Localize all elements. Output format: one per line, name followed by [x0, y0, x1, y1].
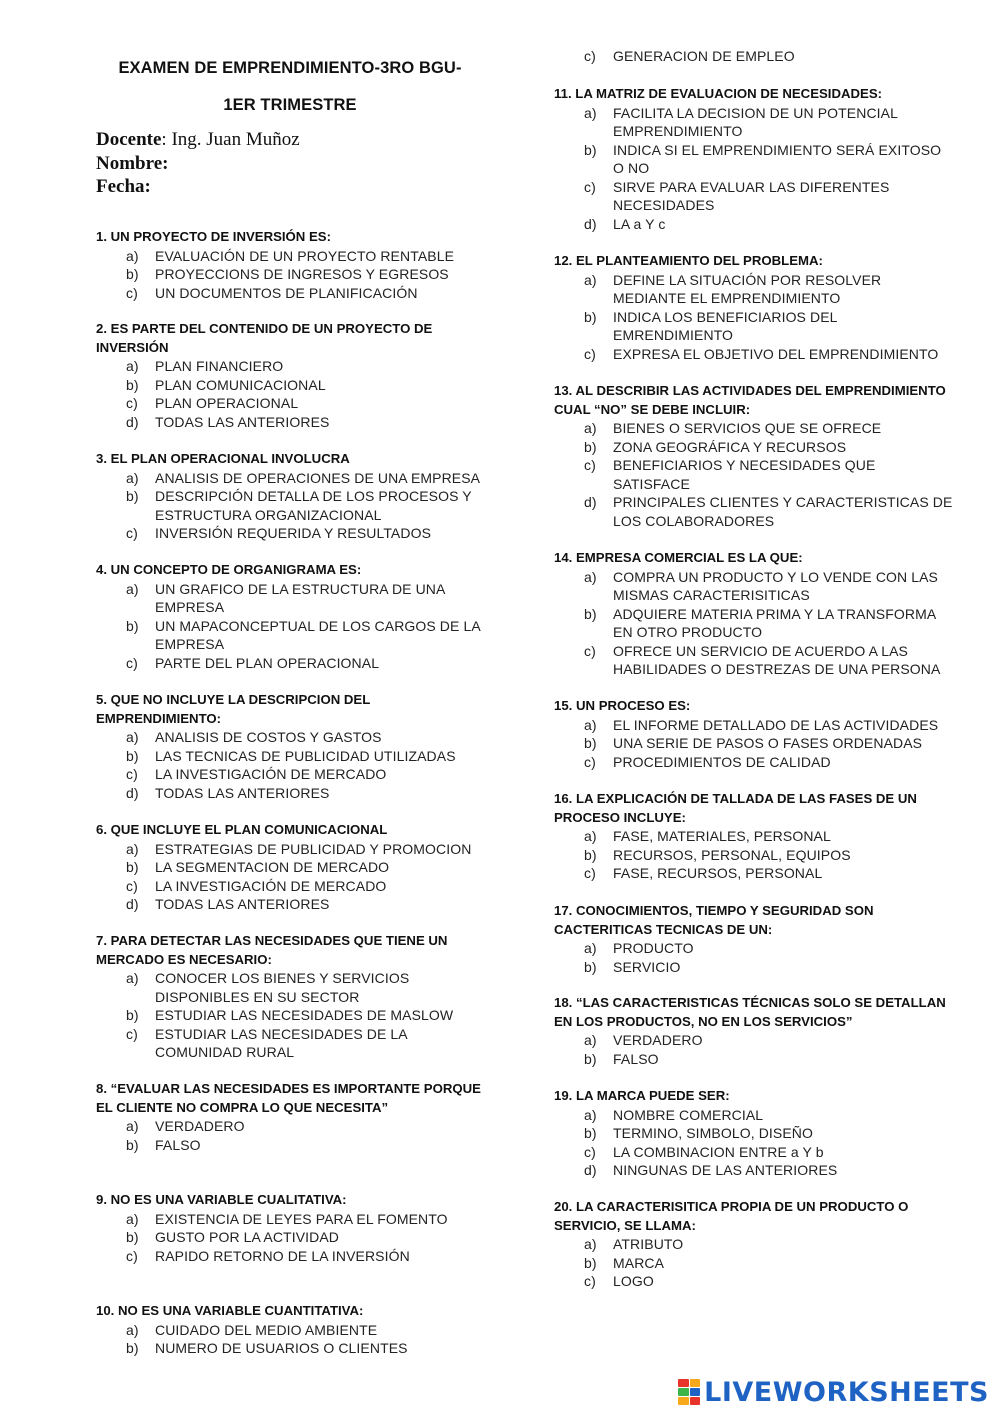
option-item[interactable] — [96, 895, 496, 914]
option-item[interactable] — [554, 1272, 954, 1291]
option-text: TODAS LAS ANTERIORES — [155, 413, 330, 430]
option-text: FASE, RECURSOS, PERSONAL — [613, 865, 823, 881]
option-item[interactable] — [96, 1006, 496, 1025]
option-item[interactable] — [96, 1321, 496, 1340]
option-letter: d) — [126, 413, 139, 430]
option-letter: b) — [126, 376, 139, 393]
option-letter: c) — [126, 284, 138, 301]
question-12 — [554, 252, 954, 363]
question-18 — [554, 994, 954, 1068]
option-letter: c) — [584, 753, 596, 770]
question-10 — [96, 1302, 496, 1358]
option-letter: b) — [584, 1050, 597, 1067]
options-list — [96, 1321, 496, 1358]
question-19 — [554, 1087, 954, 1180]
option-item[interactable] — [554, 141, 954, 178]
option-text: MARCA — [613, 1254, 665, 1271]
option-item[interactable] — [96, 265, 496, 284]
option-text: ADQUIERE MATERIA PRIMA Y LA TRANSFORMA EN OTRO PRODUCTO — [613, 605, 936, 640]
question-text: 7. PARA DETECTAR LAS NECESIDADES QUE TIENE UN MERCADO ES NECESARIO: — [96, 933, 448, 967]
option-text: LAS TECNICAS DE PUBLICIDAD UTILIZADAS — [155, 747, 456, 764]
options-list — [96, 1117, 496, 1154]
option-letter: b) — [126, 1136, 139, 1153]
option-item[interactable] — [96, 654, 496, 673]
options-list — [554, 1031, 954, 1068]
option-letter: c) — [584, 178, 596, 195]
option-text: TERMINO, SIMBOLO, DISEÑO — [613, 1125, 813, 1141]
question-15 — [554, 697, 954, 771]
option-text: LA a Y c — [613, 215, 666, 232]
option-text: NUMERO DE USUARIOS O CLIENTES — [155, 1340, 408, 1356]
option-item[interactable] — [96, 858, 496, 877]
student-info — [96, 128, 300, 199]
option-letter: a) — [584, 568, 597, 585]
question-5 — [96, 691, 496, 802]
question-text: 1. UN PROYECTO DE INVERSIÓN ES: — [96, 229, 331, 244]
option-text: FACILITA LA DECISION DE UN POTENCIAL EMPRENDIMIENTO — [613, 104, 898, 139]
question-9 — [96, 1191, 496, 1265]
question-text: 13. AL DESCRIBIR LAS ACTIVIDADES DEL EMPRENDIMIENTO CUAL “NO” SE DEBE INCLUIR: — [554, 383, 946, 417]
exam-title — [90, 50, 490, 124]
option-letter: d) — [584, 215, 597, 232]
option-letter: b) — [126, 1229, 139, 1245]
option-item[interactable] — [96, 247, 496, 266]
question-6 — [96, 821, 496, 914]
question-20 — [554, 1198, 954, 1291]
option-letter: c) — [584, 1273, 596, 1289]
option-text: PLAN OPERACIONAL — [155, 395, 299, 411]
option-letter: c) — [584, 457, 596, 473]
option-item[interactable] — [96, 1117, 496, 1136]
option-letter: b) — [584, 958, 597, 975]
option-item[interactable] — [554, 1254, 954, 1273]
option-text: NOMBRE COMERCIAL — [613, 1106, 764, 1123]
option-text: PRODUCTO — [613, 940, 694, 956]
options-list — [96, 840, 496, 914]
option-item[interactable] — [554, 864, 954, 883]
question-13 — [554, 382, 954, 530]
docente-value: : Ing. Juan Muñoz — [161, 129, 300, 150]
question-7 — [96, 932, 496, 1062]
option-item[interactable] — [96, 580, 496, 617]
option-item[interactable] — [554, 716, 954, 735]
option-letter: a) — [584, 420, 597, 436]
option-text: EL INFORME DETALLADO DE LAS ACTIVIDADES — [613, 716, 939, 733]
option-item[interactable] — [554, 419, 954, 438]
option-item[interactable] — [96, 728, 496, 747]
option-text: DEFINE LA SITUACIÓN POR RESOLVER MEDIANTE EL EMPRENDIMIENTO — [613, 271, 882, 306]
question-text: 6. QUE INCLUYE EL PLAN COMUNICACIONAL — [96, 822, 388, 837]
question-text: 12. EL PLANTEAMIENTO DEL PROBLEMA: — [554, 253, 823, 268]
option-text: FASE, MATERIALES, PERSONAL — [613, 828, 831, 844]
question-text: 9. NO ES UNA VARIABLE CUALITATIVA: — [96, 1192, 347, 1207]
option-letter: a) — [126, 970, 139, 986]
option-letter: c) — [584, 345, 596, 362]
options-list — [554, 271, 954, 364]
option-item[interactable] — [554, 846, 954, 865]
option-letter: a) — [584, 104, 597, 121]
option-item[interactable] — [554, 827, 954, 846]
option-letter: a) — [584, 716, 597, 733]
nombre-label: Nombre: — [96, 152, 169, 174]
option-item[interactable] — [554, 345, 954, 364]
option-text: ESTUDIAR LAS NECESIDADES DE MASLOW — [155, 1007, 454, 1023]
options-list — [96, 1210, 496, 1266]
option-text: PROCEDIMIENTOS DE CALIDAD — [613, 753, 831, 770]
option-text: VERDADERO — [155, 1118, 245, 1134]
option-text: PRINCIPALES CLIENTES Y CARACTERISTICAS DE LOS COLABORADORES — [613, 494, 953, 529]
docente-label: Docente — [96, 129, 162, 150]
option-text: ANALISIS DE COSTOS Y GASTOS — [155, 729, 382, 745]
option-text: LA COMBINACION ENTRE a Y b — [613, 1143, 824, 1160]
option-letter: c) — [584, 48, 596, 64]
option-letter: c) — [126, 1247, 138, 1264]
option-item[interactable] — [554, 271, 954, 308]
option-text: RECURSOS, PERSONAL, EQUIPOS — [613, 846, 851, 863]
question-text: 15. UN PROCESO ES: — [554, 698, 691, 713]
option-letter: a) — [584, 1106, 597, 1123]
option-text: PARTE DEL PLAN OPERACIONAL — [155, 654, 380, 671]
option-text: UNA SERIE DE PASOS O FASES ORDENADAS — [613, 735, 923, 751]
option-item[interactable] — [554, 939, 954, 958]
option-item[interactable] — [96, 747, 496, 766]
option-letter: b) — [126, 859, 139, 875]
continued-options — [554, 47, 954, 66]
question-8 — [96, 1080, 496, 1154]
option-item[interactable] — [96, 376, 496, 395]
option-text: LA SEGMENTACION DE MERCADO — [155, 859, 390, 875]
question-text: 10. NO ES UNA VARIABLE CUANTITATIVA: — [96, 1303, 364, 1318]
option-text: OFRECE UN SERVICIO DE ACUERDO A LAS HABILIDADES O DESTREZAS DE UNA PERSONA — [613, 642, 941, 677]
option-text: EXPRESA EL OBJETIVO DEL EMPRENDIMIENTO — [613, 345, 939, 362]
option-text: FALSO — [155, 1136, 201, 1153]
option-text: LA INVESTIGACIÓN DE MERCADO — [155, 766, 387, 782]
option-item[interactable] — [554, 1161, 954, 1180]
option-text: BIENES O SERVICIOS QUE SE OFRECE — [613, 420, 882, 436]
option-letter: a) — [584, 271, 597, 288]
option-letter: a) — [126, 469, 139, 486]
question-16 — [554, 790, 954, 883]
option-text: RAPIDO RETORNO DE LA INVERSIÓN — [155, 1247, 410, 1264]
question-text: 5. QUE NO INCLUYE LA DESCRIPCION DEL EMPRENDIMIENTO: — [96, 692, 371, 726]
option-text: COMPRA UN PRODUCTO Y LO VENDE CON LAS MISMAS CARACTERISITICAS — [613, 568, 938, 603]
option-item — [554, 47, 954, 66]
option-text: UN MAPACONCEPTUAL DE LOS CARGOS DE LA EMPRESA — [155, 617, 480, 652]
options-list — [96, 247, 496, 303]
option-letter: a) — [126, 247, 139, 264]
option-item[interactable] — [554, 1106, 954, 1125]
options-list — [554, 419, 954, 530]
option-text: ATRIBUTO — [613, 1236, 684, 1252]
option-item[interactable] — [554, 438, 954, 457]
option-text: UN GRAFICO DE LA ESTRUCTURA DE UNA EMPRESA — [155, 580, 445, 615]
question-17 — [554, 902, 954, 976]
option-item[interactable] — [96, 357, 496, 376]
option-text: SIRVE PARA EVALUAR LAS DIFERENTES NECESIDADES — [613, 178, 890, 213]
option-letter: b) — [126, 266, 139, 282]
option-item[interactable] — [554, 1050, 954, 1069]
option-item[interactable] — [554, 1143, 954, 1162]
options-list — [96, 728, 496, 802]
option-text: ANALISIS DE OPERACIONES DE UNA EMPRESA — [155, 469, 481, 486]
option-letter: d) — [126, 896, 139, 912]
option-text: EVALUACIÓN DE UN PROYECTO RENTABLE — [155, 247, 455, 264]
option-letter: b) — [584, 438, 597, 455]
option-letter: b) — [126, 617, 139, 634]
option-item[interactable] — [96, 877, 496, 896]
option-text: DESCRIPCIÓN DETALLA DE LOS PROCESOS Y ESTRUCTURA ORGANIZACIONAL — [155, 488, 472, 523]
option-text: BENEFICIARIOS Y NECESIDADES QUE SATISFACE — [613, 457, 876, 492]
options-list — [96, 969, 496, 1062]
option-letter: c) — [126, 877, 138, 894]
option-letter: a) — [584, 1032, 597, 1048]
fecha-label: Fecha: — [96, 176, 151, 197]
option-text: GUSTO POR LA ACTIVIDAD — [155, 1229, 339, 1245]
options-list — [554, 939, 954, 976]
question-text: 14. EMPRESA COMERCIAL ES LA QUE: — [554, 550, 803, 565]
option-item[interactable] — [96, 1247, 496, 1266]
liveworksheets-logo — [678, 1375, 989, 1409]
option-letter: c) — [584, 642, 596, 659]
question-text: 2. ES PARTE DEL CONTENIDO DE UN PROYECTO DE INVERSIÓN — [96, 321, 433, 355]
option-text: SERVICIO — [613, 958, 681, 975]
option-letter: a) — [126, 358, 139, 374]
question-text: 17. CONOCIMIENTOS, TIEMPO Y SEGURIDAD SON CACTERITICAS TECNICAS DE UN: — [554, 903, 874, 937]
option-item[interactable] — [96, 784, 496, 803]
question-text: 11. LA MATRIZ DE EVALUACION DE NECESIDADES: — [554, 86, 883, 101]
option-item[interactable] — [96, 1339, 496, 1358]
option-item[interactable] — [96, 1136, 496, 1155]
option-item[interactable] — [554, 958, 954, 977]
option-item[interactable] — [554, 1235, 954, 1254]
option-letter: a) — [584, 940, 597, 956]
question-text: 3. EL PLAN OPERACIONAL INVOLUCRA — [96, 451, 350, 466]
options-list — [554, 568, 954, 679]
option-item[interactable] — [554, 493, 954, 530]
option-item[interactable] — [96, 1228, 496, 1247]
option-item[interactable] — [554, 605, 954, 642]
option-letter: d) — [584, 1162, 597, 1178]
option-letter: a) — [126, 1118, 139, 1134]
option-item[interactable] — [96, 1210, 496, 1229]
option-item[interactable] — [96, 765, 496, 784]
option-letter: d) — [126, 784, 139, 801]
option-text: VERDADERO — [613, 1032, 703, 1048]
option-item[interactable] — [96, 413, 496, 432]
question-text: 18. “LAS CARACTERISTICAS TÉCNICAS SOLO SE DETALLAN EN LOS PRODUCTOS, NO EN LOS SERVICIOS” — [554, 995, 946, 1029]
question-2 — [96, 320, 496, 431]
question-text: 16. LA EXPLICACIÓN DE TALLADA DE LAS FASES DE UN PROCESO INCLUYE: — [554, 791, 917, 825]
option-letter: a) — [126, 840, 139, 857]
option-item[interactable] — [554, 1124, 954, 1143]
option-letter: b) — [584, 141, 597, 158]
option-text: LOGO — [613, 1273, 654, 1289]
option-item[interactable] — [554, 104, 954, 141]
option-letter: c) — [126, 654, 138, 671]
option-text: FALSO — [613, 1050, 659, 1067]
option-item[interactable] — [96, 969, 496, 1006]
option-item[interactable] — [96, 1025, 496, 1062]
question-4 — [96, 561, 496, 672]
option-text: CUIDADO DEL MEDIO AMBIENTE — [155, 1321, 378, 1338]
option-item[interactable] — [96, 840, 496, 859]
option-letter: b) — [584, 1125, 597, 1141]
option-text: PLAN FINANCIERO — [155, 358, 284, 374]
option-text: INDICA LOS BENEFICIARIOS DEL EMRENDIMIENTO — [613, 308, 838, 343]
option-item[interactable] — [96, 617, 496, 654]
option-text: PLAN COMUNICACIONAL — [155, 376, 326, 393]
option-text: CONOCER LOS BIENES Y SERVICIOS DISPONIBLES EN SU SECTOR — [155, 970, 410, 1005]
options-list — [96, 469, 496, 543]
option-text: TODAS LAS ANTERIORES — [155, 784, 330, 801]
option-text: GENERACION DE EMPLEO — [613, 48, 795, 64]
option-item[interactable] — [554, 753, 954, 772]
option-letter: c) — [584, 1143, 596, 1160]
option-letter: a) — [584, 1236, 597, 1252]
option-letter: c) — [126, 525, 138, 541]
option-letter: c) — [126, 395, 138, 411]
option-text: ESTRATEGIAS DE PUBLICIDAD Y PROMOCION — [155, 840, 472, 857]
option-letter: b) — [584, 1254, 597, 1271]
option-item[interactable] — [554, 178, 954, 215]
question-text: 8. “EVALUAR LAS NECESIDADES ES IMPORTANTE PORQUE EL CLIENTE NO COMPRA LO QUE NECESITA” — [96, 1081, 481, 1115]
option-letter: b) — [126, 1340, 139, 1356]
option-letter: a) — [126, 1210, 139, 1227]
option-letter: c) — [126, 766, 138, 782]
options-list — [554, 1106, 954, 1180]
logo-mark-icon — [678, 1379, 700, 1405]
option-item[interactable] — [554, 215, 954, 234]
question-1 — [96, 228, 496, 302]
options-list — [554, 716, 954, 772]
option-letter: a) — [126, 729, 139, 745]
question-text: 19. LA MARCA PUEDE SER: — [554, 1088, 730, 1103]
options-list — [554, 827, 954, 883]
option-item[interactable] — [96, 394, 496, 413]
option-letter: b) — [126, 1007, 139, 1023]
question-11 — [554, 85, 954, 233]
options-list — [554, 104, 954, 234]
option-text: NINGUNAS DE LAS ANTERIORES — [613, 1162, 838, 1178]
option-text: ESTUDIAR LAS NECESIDADES DE LA COMUNIDAD RURAL — [155, 1025, 407, 1060]
option-item[interactable] — [554, 734, 954, 753]
option-item[interactable] — [554, 1031, 954, 1050]
option-letter: a) — [584, 828, 597, 844]
question-14 — [554, 549, 954, 679]
option-item[interactable] — [96, 284, 496, 303]
option-item[interactable] — [554, 456, 954, 493]
option-text: EXISTENCIA DE LEYES PARA EL FOMENTO — [155, 1210, 448, 1227]
option-item[interactable] — [554, 642, 954, 679]
question-text: 20. LA CARACTERISITICA PROPIA DE UN PRODUCTO O SERVICIO, SE LLAMA: — [554, 1199, 909, 1233]
option-letter: c) — [126, 1025, 138, 1042]
option-item[interactable] — [96, 524, 496, 543]
title-line-1: EXAMEN DE EMPRENDIMIENTO-3RO BGU- — [118, 59, 462, 77]
option-letter: b) — [584, 735, 597, 751]
option-text: INVERSIÓN REQUERIDA Y RESULTADOS — [155, 525, 432, 541]
option-letter: b) — [584, 308, 597, 325]
option-item[interactable] — [554, 568, 954, 605]
option-letter: b) — [584, 846, 597, 863]
option-item[interactable] — [96, 469, 496, 488]
option-letter: b) — [584, 605, 597, 622]
option-letter: a) — [126, 580, 139, 597]
option-text: UN DOCUMENTOS DE PLANIFICACIÓN — [155, 284, 418, 301]
option-letter: b) — [126, 488, 139, 504]
option-letter: d) — [584, 494, 597, 510]
option-text: LA INVESTIGACIÓN DE MERCADO — [155, 877, 387, 894]
question-3 — [96, 450, 496, 543]
option-text: ZONA GEOGRÁFICA Y RECURSOS — [613, 438, 847, 455]
logo-text: LIVEWORKSHEETS — [704, 1376, 989, 1408]
option-letter: b) — [126, 747, 139, 764]
option-letter: c) — [584, 865, 596, 881]
options-list — [554, 1235, 954, 1291]
options-list — [96, 580, 496, 673]
option-text: PROYECCIONS DE INGRESOS Y EGRESOS — [155, 266, 449, 282]
option-text: INDICA SI EL EMPRENDIMIENTO SERÁ EXITOSO O NO — [613, 141, 942, 176]
question-text: 4. UN CONCEPTO DE ORGANIGRAMA ES: — [96, 562, 362, 577]
title-line-2: 1ER TRIMESTRE — [223, 96, 357, 114]
options-list — [96, 357, 496, 431]
option-text: TODAS LAS ANTERIORES — [155, 896, 330, 912]
option-item[interactable] — [554, 308, 954, 345]
option-letter: a) — [126, 1321, 139, 1338]
option-item[interactable] — [96, 487, 496, 524]
